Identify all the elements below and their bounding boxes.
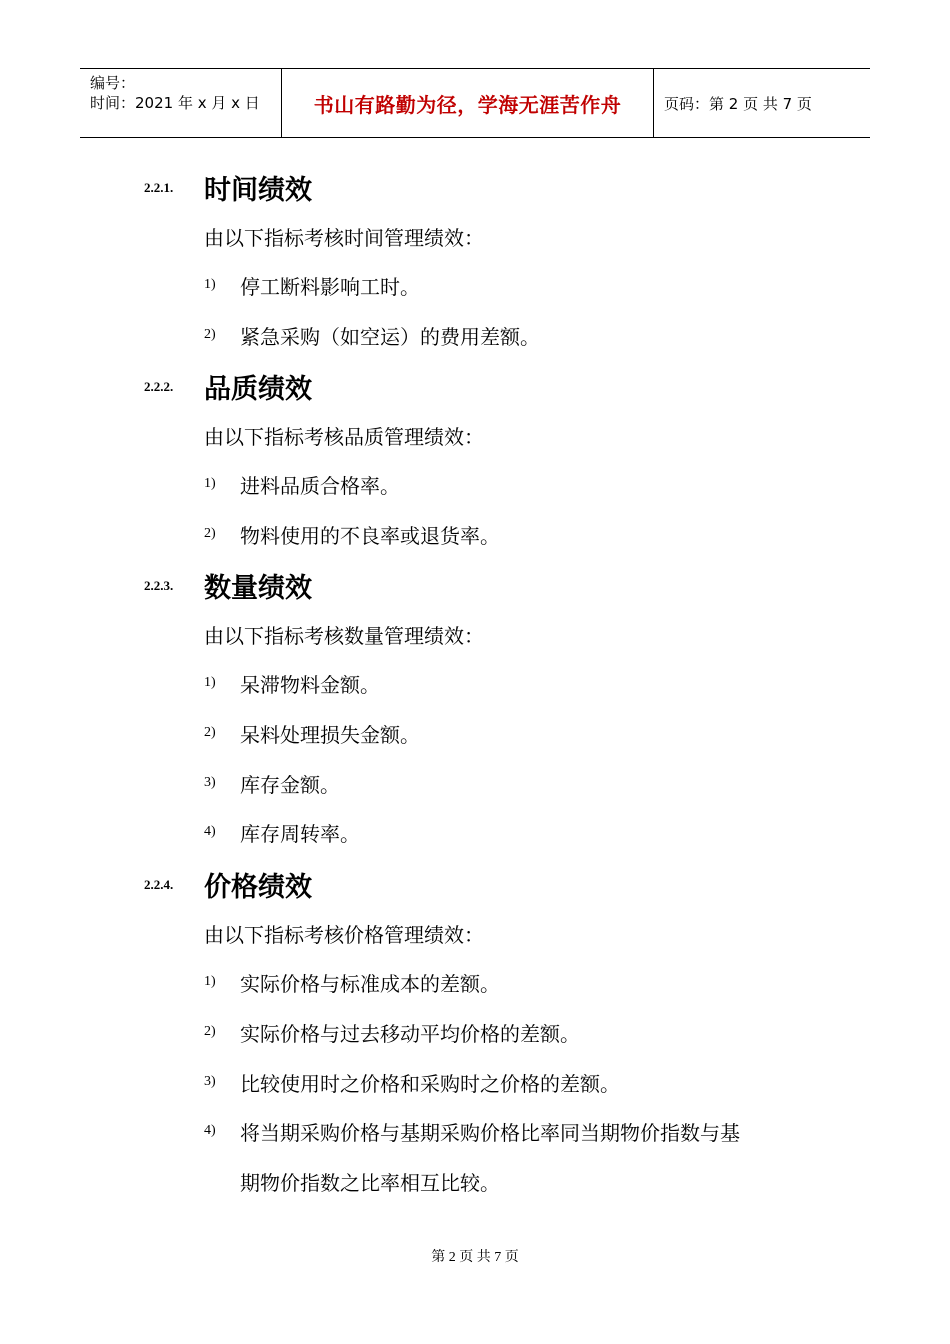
list-item-number: 2) — [204, 526, 216, 541]
list-item-number: 4) — [204, 824, 216, 839]
section-number: 2.2.2. — [144, 379, 174, 394]
section-title: 时间绩效 — [204, 175, 312, 206]
list-item-text: 进料品质合格率。 — [240, 474, 400, 498]
section-number: 2.2.1. — [144, 180, 174, 195]
page-footer: 第 2 页 共 7 页 — [431, 1250, 519, 1265]
list-item-continuation: 期物价指数之比率相互比较。 — [240, 1171, 500, 1195]
list-item-number: 2) — [204, 1024, 216, 1039]
list-item-text: 实际价格与过去移动平均价格的差额。 — [240, 1022, 580, 1046]
header-meta — [80, 69, 282, 137]
section-title: 价格绩效 — [204, 872, 312, 903]
header-time-label: 时间：2021 年 x 月 x 日 — [90, 94, 260, 112]
list-item-number: 4) — [204, 1123, 216, 1138]
list-item-text: 停工断料影响工时。 — [240, 275, 420, 299]
section-intro: 由以下指标考核价格管理绩效： — [204, 923, 484, 947]
list-item-text: 将当期采购价格与基期采购价格比率同当期物价指数与基 — [240, 1121, 740, 1145]
list-item-number: 2) — [204, 725, 216, 740]
header-motto: 书山有路勤为径，学海无涯苦作舟 — [282, 69, 654, 137]
list-item-number: 1) — [204, 974, 216, 989]
header-page-info: 页码：第 2 页 共 7 页 — [664, 94, 812, 113]
list-item-text: 库存金额。 — [240, 773, 340, 797]
section-title: 数量绩效 — [204, 573, 312, 604]
list-item-number: 2) — [204, 327, 216, 342]
list-item-number: 3) — [204, 775, 216, 790]
section-title: 品质绩效 — [204, 374, 312, 405]
section-intro: 由以下指标考核品质管理绩效： — [204, 425, 484, 449]
list-item-text: 呆滞物料金额。 — [240, 673, 380, 697]
list-item-text: 紧急采购（如空运）的费用差额。 — [240, 325, 540, 349]
list-item-number: 3) — [204, 1074, 216, 1089]
section-number: 2.2.3. — [144, 578, 174, 593]
list-item-number: 1) — [204, 675, 216, 690]
list-item-text: 物料使用的不良率或退货率。 — [240, 524, 500, 548]
list-item-text: 比较使用时之价格和采购时之价格的差额。 — [240, 1072, 620, 1096]
page-header — [80, 68, 870, 138]
list-item-text: 实际价格与标准成本的差额。 — [240, 972, 500, 996]
list-item-number: 1) — [204, 277, 216, 292]
list-item-text: 库存周转率。 — [240, 822, 360, 846]
list-item-text: 呆料处理损失金额。 — [240, 723, 420, 747]
list-item-number: 1) — [204, 476, 216, 491]
section-intro: 由以下指标考核时间管理绩效： — [204, 226, 484, 250]
header-number-label: 编号： — [90, 74, 136, 92]
section-number: 2.2.4. — [144, 877, 174, 892]
section-intro: 由以下指标考核数量管理绩效： — [204, 624, 484, 648]
